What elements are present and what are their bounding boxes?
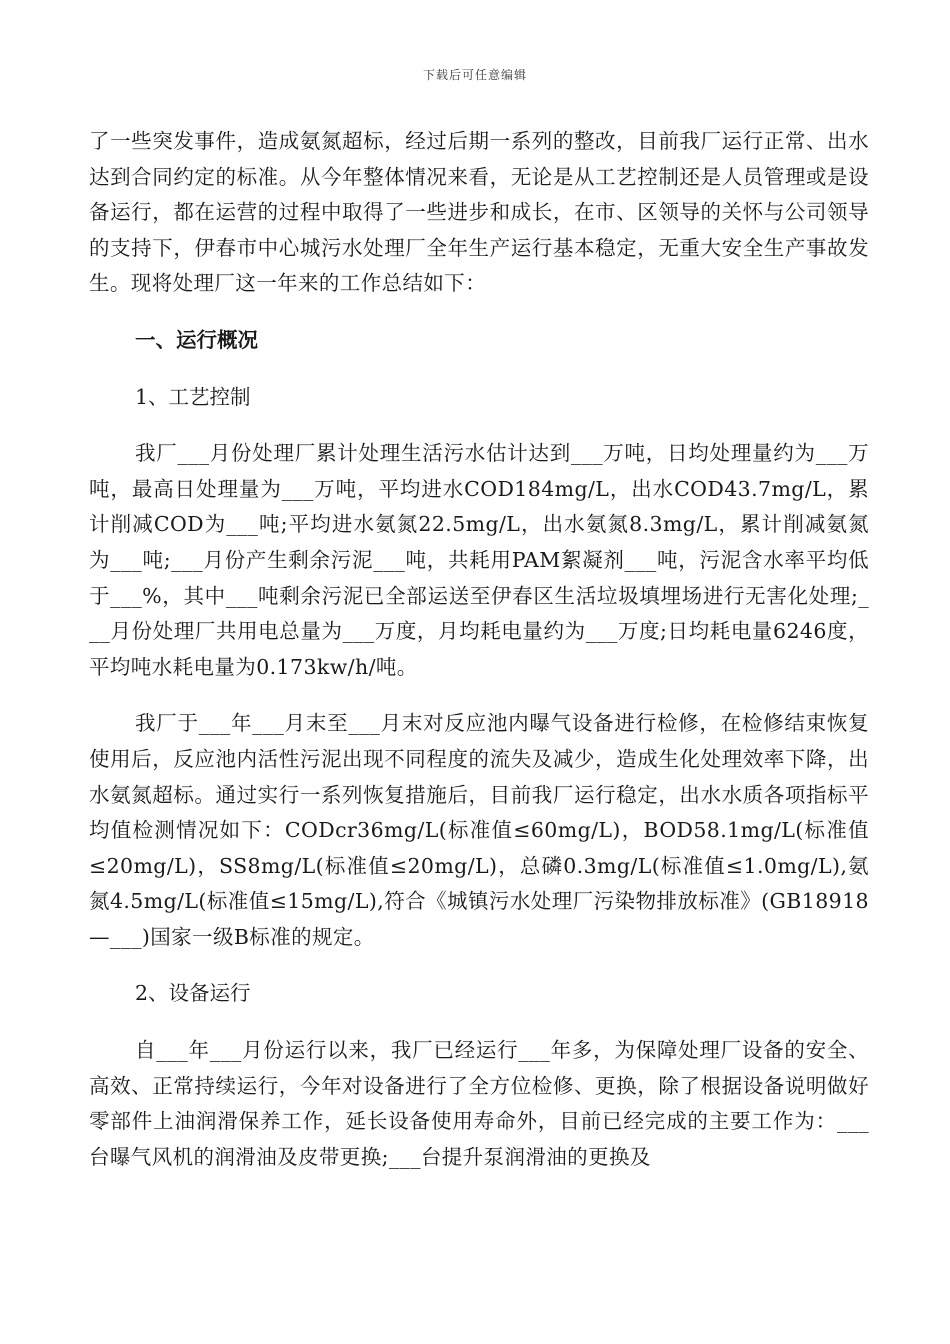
process-control-paragraph-1: 我厂___月份处理厂累计处理生活污水估计达到___万吨，日均处理量约为___万吨，最高日处理量为___万吨，平均进水COD184mg/L，出水COD43.7mg/L，累计削减COD为___吨;平均进水氨氮22.5mg/L，出水氨氮8.3mg/L，累计削减氨氮为___吨;___月份产生剩余污泥___吨，共耗用PAM絮凝剂___吨，污泥含水率平均低于___%，其中___吨剩余污泥已全部运送至伊春区生活垃圾填埋场进行无害化处理;___月份处理厂共用电总量为___万度，月均耗电量约为___万度;日均耗电量6246度，平均吨水耗电量为0.173kw/h/吨。	[89, 441, 869, 679]
section-heading-operation-overview: 一、运行概况	[135, 327, 258, 352]
process-control-paragraph-2: 我厂于___年___月末至___月末对反应池内曝气设备进行检修，在检修结束恢复使用后，反应池内活性污泥出现不同程度的流失及减少，造成生化处理效率下降，出水氨氮超标。通过实行一系列恢复措施后，目前我厂运行稳定，出水水质各项指标平均值检测情况如下：CODcr36mg/L(标准值≤60mg/L)，BOD58.1mg/L(标准值≤20mg/L)，SS8mg/L(标准值≤20mg/L)，总磷0.3mg/L(标准值≤1.0mg/L),氨氮4.5mg/L(标准值≤15mg/L),符合《城镇污水处理厂污染物排放标准》(GB18918—___)国家一级B标准的规定。	[89, 711, 869, 949]
document-body	[89, 124, 869, 1175]
subheading-equipment-operation: 2、设备运行	[135, 981, 251, 1006]
subheading-process-control: 1、工艺控制	[135, 384, 251, 409]
equipment-operation-paragraph-1: 自___年___月份运行以来，我厂已经运行___年多，为保障处理厂设备的安全、高效、正常持续运行，今年对设备进行了全方位检修、更换，除了根据设备说明做好零部件上油润滑保养工作，延长设备使用寿命外，目前已经完成的主要工作为：___台曝气风机的润滑油及皮带更换;___台提升泵润滑油的更换及	[89, 1038, 869, 1169]
page-header-note: 下载后可任意编辑	[422, 68, 527, 82]
intro-paragraph: 了一些突发事件，造成氨氮超标，经过后期一系列的整改，目前我厂运行正常、出水达到合同约定的标准。从今年整体情况来看，无论是从工艺控制还是人员管理或是设备运行，都在运营的过程中取得了一些进步和成长，在市、区领导的关怀与公司领导的支持下，伊春市中心城污水处理厂全年生产运行基本稳定，无重大安全生产事故发生。现将处理厂这一年来的工作总结如下：	[89, 129, 869, 296]
